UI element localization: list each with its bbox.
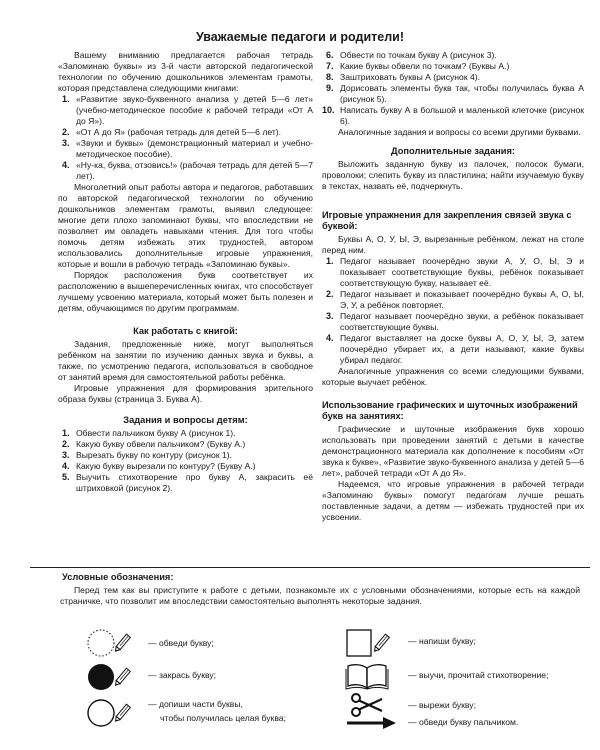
games-list [322, 256, 584, 366]
order-paragraph: Порядок расположения букв соответствует их расположению в вышеперечисленных книгах, что способствует лучшему усвоению материала, который может быть полезен и детям, обучающимся по другим программам. [58, 270, 313, 313]
list-item: 2. Какую букву обвели пальчиком? (Букву А.) [62, 439, 246, 449]
games-after-paragraph: Аналогичные упражнения со всеми следующими буквами, которые выучает ребёнок. [322, 366, 584, 387]
graphics-paragraph: Графические и шуточные изображения букв хорошо использовать при проведении занятий с детьми в качестве демонстрационного материала как дополнение к пособиям «От звука к букве», «Развитие звуко-буквенного анализа у детей 5—6 лет», рабочей тетради «От А до Я». [322, 424, 584, 478]
legend-heading: Условные обозначения: [62, 572, 174, 582]
intro-paragraph: Вашему вниманию предлагается рабочая тетрадь «Запоминаю буквы» из 3-й части авторской педагогической технологии по обучению дошкольников элементам грамоты, которая представлена следующими книгами: [58, 50, 313, 93]
left-column [58, 50, 313, 494]
list-item: 1. «Развитие звуко-буквенного анализа у детей 5—6 лет» (учебно-методическое пособие к рабочей тетради «От А до Я»). [62, 94, 313, 126]
games-intro: Буквы А, О, У, Ы, Э, вырезанные ребёнком, лежат на столе перед ним. [322, 234, 584, 255]
list-item: 10. Написать букву А в большой и маленькой клеточке (рисунок 6). [322, 105, 584, 126]
how-to-work-paragraph: Задания, предложенные ниже, могут выполняться ребёнком на занятии по изучению данных звука и буквы, а также, по усмотрению педагога, использоваться в свободное от занятий время для самостоятельной работы ребёнка. [58, 339, 313, 382]
list-item: 2. Педагог называет и показывает поочерёдно буквы А, О, Ы, Э, У, а ребёнок повторяет. [326, 289, 584, 310]
tasks-after-paragraph: Аналогичные задания и вопросы со всеми другими буквами. [338, 127, 581, 137]
list-item: 2. «От А до Я» (рабочая тетрадь для детей 5—6 лет). [62, 127, 282, 137]
extra-heading: Дополнительные задания: [391, 146, 515, 156]
tasks-heading: Задания и вопросы детям: [123, 415, 248, 425]
list-item: 1. Обвести пальчиком букву А (рисунок 1). [62, 428, 236, 438]
list-item: 4. «Ну-ка, буква, отзовись!» (рабочая тетрадь для детей 5—7 лет). [62, 160, 313, 181]
dotted-circle-pencil-icon [86, 627, 136, 659]
games-reference-paragraph: Игровые упражнения для формирования зрительного образа буквы (страница 3. Буква А). [58, 383, 313, 404]
open-book-icon [345, 662, 389, 690]
books-list [58, 94, 313, 182]
legend-label-trace: — обведи букву; [148, 638, 214, 648]
games-heading: Игровые упражнения для закрепления связей звука с буквой: [322, 210, 572, 231]
page-title: Уважаемые педагоги и родители! [195, 30, 405, 44]
experience-paragraph: Многолетний опыт работы автора и педагогов, работавших по авторской педагогической технологии по обучению дошкольников элементам грамоты, выявил следующее: многие дети плохо запоминают буквы, что впоследствии не позволяет им овладеть навыками чтения. Для того чтобы помочь детям избежать этих трудностей, автором использовались дополнительные игровые упражнения, которые и вошли в рабочую тетрадь «Запоминаю буквы». [58, 182, 313, 269]
list-item: 5. Выучить стихотворение про букву А, закрасить её штриховкой (рисунок 2). [62, 472, 313, 493]
legend-label-color: — закрась букву; [148, 670, 217, 680]
tasks-list-part1 [58, 428, 313, 494]
filled-circle-pencil-icon [86, 661, 136, 693]
square-pencil-icon [345, 627, 395, 659]
legend-label-complete-2: чтобы получилась целая буква; [160, 713, 286, 723]
arrow-icon [345, 716, 397, 730]
list-item: 3. Педагог называет поочерёдно звуки, а ребёнок показывает соответствующие буквы. [326, 311, 584, 332]
extra-paragraph: Выложить заданную букву из палочек, полосок бумаги, проволоки; слепить букву из пластилина; найти изучаемую букву в текстах, назвать её, подчеркнуть. [322, 159, 584, 191]
list-item: 9. Дорисовать элементы букв так, чтобы получилась буква А (рисунок 5). [326, 83, 584, 104]
list-item: 6. Обвести по точкам букву А (рисунок 3). [326, 50, 497, 60]
legend-label-read: — выучи, прочитай стихотворение; [408, 670, 549, 680]
half-circle-pencil-icon [86, 697, 136, 729]
legend-intro: Перед тем как вы приступите к работе с детьми, познакомьте их с условными обозначениями, которые есть на каждой страничке, что позволит им впоследствии самостоятельно выполнять некоторые задания. [60, 585, 580, 606]
list-item: 1. Педагог называет поочерёдно звуки А, У, О, Ы, Э и показывает соответствующие буквы, ребёнок показывает соответствующую букву, называет её. [326, 256, 584, 288]
legend-label-finger: — обведи букву пальчиком. [408, 717, 519, 727]
list-item: 3. Вырезать букву по контуру (рисунок 1). [62, 450, 233, 460]
legend-label-cut: — вырежи букву; [408, 700, 476, 710]
divider [30, 567, 590, 568]
list-item: 7. Какие буквы обвели по точкам? (Буквы А.) [326, 61, 510, 71]
list-item: 8. Заштриховать буквы А (рисунок 4). [326, 72, 480, 82]
legend-label-write: — напиши букву; [408, 636, 476, 646]
closing-paragraph: Надеемся, что игровые упражнения в рабочей тетради «Запоминаю буквы» помогут педагогам лучше решать поставленные задачи, а детям — избежать трудностей при их усвоении. [322, 479, 584, 522]
graphics-heading: Использование графических и шуточных изображений букв на занятиях: [322, 400, 578, 421]
right-column [322, 50, 584, 523]
list-item: 3. «Звуки и буквы» (демонстрационный материал и учебно-методическое пособие). [62, 138, 313, 159]
list-item: 4. Какую букву вырезали по контуру? (Букву А.) [62, 461, 256, 471]
list-item: 4. Педагог выставляет на доске буквы А, О, У, Ы, Э, затем поочерёдно убирает их, а дети называют, какие буквы убирал педагог. [326, 333, 584, 365]
how-to-work-heading: Как работать с книгой: [133, 326, 238, 336]
legend-label-complete-1: — допиши части буквы, [148, 699, 243, 709]
scissors-icon [350, 692, 384, 718]
tasks-list-part2 [322, 50, 584, 127]
